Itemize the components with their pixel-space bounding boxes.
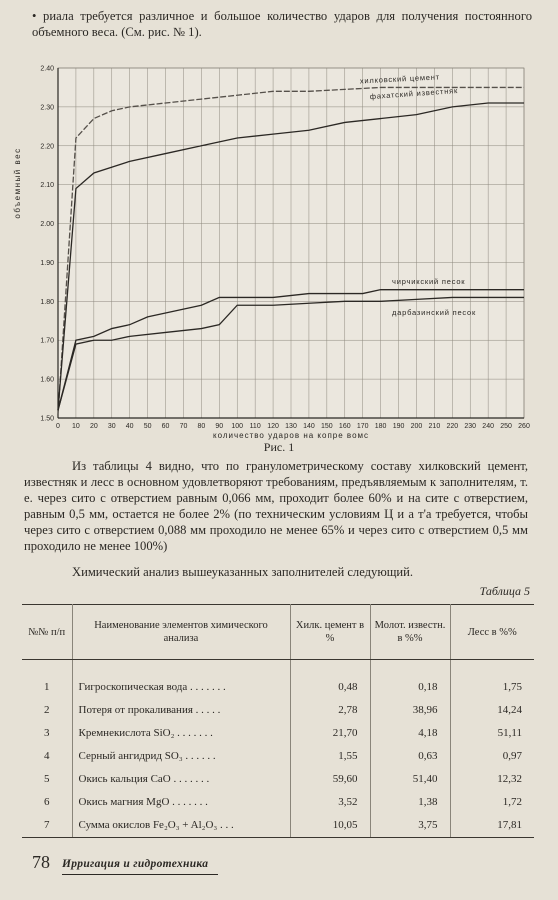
y-tick-label: 1.70 [40,337,54,345]
row-num-cell: 3 [22,722,72,745]
x-tick-label: 120 [267,423,279,430]
row-name-cell: Сумма окислов Fe₂O₃ + Al₂O₃ . . . [72,814,290,838]
chem-intro-paragraph: Химический анализ вышеуказанных заполнителей следующий. [72,565,414,579]
x-tick-label: 230 [464,423,477,430]
journal-title: Ирригация и гидротехника [62,858,209,870]
header-limestone: Молот. известн. в %% [370,605,450,660]
table-row [22,814,534,838]
x-tick-label: 140 [303,423,315,430]
header-loess: Лесс в %% [450,605,534,660]
row-limestone-cell: 38,96 [370,699,450,722]
row-loess-cell: 1,75 [450,676,534,699]
table-row [22,745,534,768]
body-paragraph: Из таблицы 4 видно, что по гранулометрическому составу хилковский цемент, известняк и лесс в основном удовлетворяют требованиям, предъявляемым к заполнителям, т. е. через сито с отверстием равным 0,066 мм, проходит более 60% и на сите с отверстием, равным 0,5 мм, остается не более 2% (по техническим условиям Ц и а т'а требуется, чтобы через сито с отверстием 0,088 мм проходило не менее 65% и через сито с отверстием 0,5 мм проходило не менее 100%) [24,459,528,553]
row-num-cell: 5 [22,768,72,791]
row-name-cell: Кремнекислота SiO₂ . . . . . . . [72,722,290,745]
x-tick-label: 60 [161,423,170,430]
x-tick-label: 200 [410,423,423,430]
table-row [22,791,534,814]
table-header-row [22,605,534,660]
x-tick-label: 220 [446,423,459,430]
table-row [22,676,534,699]
row-name-cell: Окись кальция CaO . . . . . . . [72,768,290,791]
x-tick-label: 40 [125,423,134,430]
series-label: дарбазинский песок [392,307,477,317]
series-label: фахатский известняк [369,85,459,102]
x-tick-label: 130 [285,423,297,430]
x-tick-label: 180 [374,423,387,430]
row-num-cell: 1 [22,676,72,699]
header-num: №№ п/п [22,605,72,660]
row-cement-cell: 0,48 [290,676,370,699]
x-tick-label: 100 [231,423,244,430]
row-loess-cell: 14,24 [450,699,534,722]
row-cement-cell: 3,52 [290,791,370,814]
x-tick-label: 90 [215,423,224,430]
footer-rule [62,874,218,875]
row-loess-cell: 0,97 [450,745,534,768]
table-row [22,722,534,745]
header-cement: Хилк. цемент в % [290,605,370,660]
header-name: Наименование элементов химического анализа [72,605,290,660]
row-cement-cell: 10,05 [290,814,370,838]
row-num-cell: 2 [22,699,72,722]
chemical-analysis-table [22,604,534,838]
figure-chart [0,56,558,446]
y-axis-title: объемный вес [13,147,22,219]
row-num-cell: 7 [22,814,72,838]
y-tick-label: 1.50 [40,415,54,423]
row-name-cell: Гигроскопическая вода . . . . . . . [72,676,290,699]
intro-paragraph: • риала требуется различное и большое количество ударов для получения постоянного объемного веса. (См. рис. № 1). [32,9,532,39]
row-cement-cell: 1,55 [290,745,370,768]
y-tick-label: 1.60 [40,376,54,384]
x-tick-label: 110 [249,423,261,430]
row-limestone-cell: 3,75 [370,814,450,838]
row-cement-cell: 59,60 [290,768,370,791]
x-tick-label: 170 [356,423,369,430]
x-tick-label: 260 [518,423,530,430]
x-tick-label: 80 [197,423,206,430]
y-tick-label: 2.00 [40,221,54,229]
x-tick-label: 30 [107,423,116,430]
y-tick-label: 1.80 [40,298,54,306]
x-tick-label: 190 [392,423,405,430]
table-row [22,699,534,722]
y-tick-label: 2.30 [40,104,54,112]
row-loess-cell: 1,72 [450,791,534,814]
x-tick-label: 250 [500,423,512,430]
series-label: чирчикский песок [392,276,466,286]
table-label: Таблица 5 [479,584,530,598]
row-limestone-cell: 51,40 [370,768,450,791]
row-limestone-cell: 1,38 [370,791,450,814]
x-tick-label: 10 [72,423,80,430]
table-row [22,768,534,791]
x-tick-label: 240 [482,423,494,430]
row-cement-cell: 21,70 [290,722,370,745]
row-num-cell: 6 [22,791,72,814]
row-loess-cell: 51,11 [450,722,534,745]
x-tick-label: 0 [56,423,60,430]
y-tick-label: 2.40 [40,65,54,73]
x-tick-label: 210 [428,423,441,430]
x-tick-label: 150 [321,423,333,430]
row-name-cell: Серный ангидрид SO₃ . . . . . . [72,745,290,768]
y-tick-label: 2.20 [40,143,54,151]
row-loess-cell: 12,32 [450,768,534,791]
row-loess-cell: 17,81 [450,814,534,838]
x-axis-title: количество ударов на копре вомс [212,431,370,440]
row-limestone-cell: 4,18 [370,722,450,745]
x-tick-label: 20 [89,423,98,430]
series-label: хилковский цемент [359,72,441,86]
row-num-cell: 4 [22,745,72,768]
x-tick-label: 160 [338,423,351,430]
row-name-cell: Потеря от прокаливания . . . . . [72,699,290,722]
row-name-cell: Окись магния MgO . . . . . . . [72,791,290,814]
figure-caption: Рис. 1 [263,440,295,454]
x-tick-label: 70 [179,423,188,430]
row-limestone-cell: 0,18 [370,676,450,699]
page-number: 78 [32,852,50,872]
row-limestone-cell: 0,63 [370,745,450,768]
y-tick-label: 2.10 [40,182,54,190]
x-tick-label: 50 [143,423,152,430]
y-tick-label: 1.90 [40,259,54,267]
row-cement-cell: 2,78 [290,699,370,722]
